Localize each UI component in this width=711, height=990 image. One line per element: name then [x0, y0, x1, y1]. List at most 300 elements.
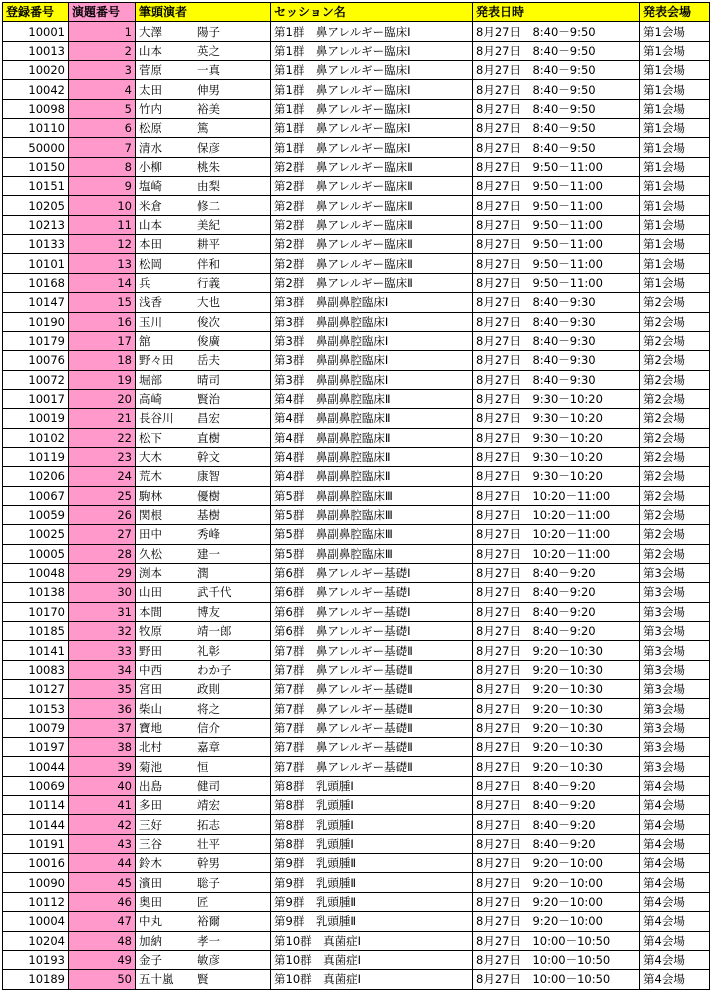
- venue-cell: 第3会場: [640, 757, 710, 776]
- venue-cell: 第2会場: [640, 389, 710, 408]
- datetime-cell: 8月27日 10:20－11:00: [473, 486, 640, 505]
- presenter-given-name: 聡子: [197, 875, 220, 890]
- presenter-cell: [136, 699, 271, 718]
- venue-cell: 第4会場: [640, 970, 710, 989]
- table-row: [3, 622, 710, 641]
- talk-no-cell: 42: [69, 815, 136, 834]
- venue-cell: 第1会場: [640, 22, 710, 41]
- reg-no-cell: 10191: [3, 834, 69, 853]
- venue-cell: 第1会場: [640, 215, 710, 234]
- venue-cell: 第2会場: [640, 409, 710, 428]
- presenter-surname: 野々田: [139, 353, 174, 368]
- reg-no-cell: 10179: [3, 331, 69, 350]
- reg-no-cell: 10150: [3, 157, 69, 176]
- presenter-given-name: 潤: [197, 566, 209, 581]
- datetime-cell: 8月27日 9:20－10:00: [473, 854, 640, 873]
- venue-cell: 第1会場: [640, 235, 710, 254]
- table-row: [3, 138, 710, 157]
- datetime-cell: 8月27日 8:40－9:20: [473, 602, 640, 621]
- session-cell: 第3群 鼻副鼻腔臨床Ⅰ: [271, 331, 473, 350]
- talk-no-cell: 49: [69, 950, 136, 969]
- presenter-given-name: 直樹: [197, 430, 220, 445]
- session-cell: 第1群 鼻アレルギー臨床Ⅰ: [271, 61, 473, 80]
- reg-no-cell: 10141: [3, 641, 69, 660]
- reg-no-cell: 10001: [3, 22, 69, 41]
- datetime-cell: 8月27日 8:40－9:50: [473, 61, 640, 80]
- datetime-cell: 8月27日 8:40－9:30: [473, 312, 640, 331]
- talk-no-cell: 2: [69, 41, 136, 60]
- venue-cell: 第2会場: [640, 331, 710, 350]
- session-cell: 第10群 真菌症Ⅰ: [271, 931, 473, 950]
- datetime-cell: 8月27日 8:40－9:20: [473, 834, 640, 853]
- presenter-given-name: 俊廣: [197, 334, 220, 349]
- table-row: [3, 544, 710, 563]
- session-cell: 第1群 鼻アレルギー臨床Ⅰ: [271, 41, 473, 60]
- venue-cell: 第2会場: [640, 293, 710, 312]
- session-cell: 第8群 乳頭腫Ⅰ: [271, 834, 473, 853]
- presenter-given-name: 行義: [197, 275, 220, 290]
- presenter-cell: [136, 622, 271, 641]
- table-row: [3, 873, 710, 892]
- datetime-cell: 8月27日 9:50－11:00: [473, 157, 640, 176]
- presenter-cell: [136, 486, 271, 505]
- talk-no-cell: 28: [69, 544, 136, 563]
- presenter-surname: 牧原: [139, 624, 162, 639]
- session-cell: 第4群 鼻副鼻腔臨床Ⅱ: [271, 409, 473, 428]
- session-cell: 第7群 鼻アレルギー基礎Ⅱ: [271, 660, 473, 679]
- talk-no-cell: 25: [69, 486, 136, 505]
- session-cell: 第8群 乳頭腫Ⅰ: [271, 796, 473, 815]
- venue-cell: 第1会場: [640, 119, 710, 138]
- session-cell: 第7群 鼻アレルギー基礎Ⅱ: [271, 680, 473, 699]
- datetime-cell: 8月27日 10:00－10:50: [473, 931, 640, 950]
- datetime-cell: 8月27日 8:40－9:20: [473, 796, 640, 815]
- venue-cell: 第4会場: [640, 950, 710, 969]
- presenter-given-name: 秀峰: [197, 527, 220, 542]
- presenter-cell: [136, 912, 271, 931]
- table-row: [3, 486, 710, 505]
- presenter-given-name: 政則: [197, 682, 220, 697]
- venue-cell: 第4会場: [640, 912, 710, 931]
- presenter-cell: [136, 41, 271, 60]
- table-row: [3, 931, 710, 950]
- datetime-cell: 8月27日 9:50－11:00: [473, 235, 640, 254]
- reg-no-cell: 10153: [3, 699, 69, 718]
- presenter-surname: 田中: [139, 527, 162, 542]
- table-row: [3, 273, 710, 292]
- presenter-given-name: 幹男: [197, 856, 220, 871]
- reg-no-cell: 10067: [3, 486, 69, 505]
- presenter-surname: 大木: [139, 450, 162, 465]
- venue-cell: 第2会場: [640, 544, 710, 563]
- datetime-cell: 8月27日 9:20－10:00: [473, 892, 640, 911]
- presenter-given-name: 建一: [197, 546, 220, 561]
- presenter-cell: [136, 776, 271, 795]
- venue-cell: 第1会場: [640, 80, 710, 99]
- presenter-surname: 山本: [139, 217, 162, 232]
- venue-cell: 第3会場: [640, 602, 710, 621]
- datetime-cell: 8月27日 9:50－11:00: [473, 254, 640, 273]
- presenter-surname: 松下: [139, 430, 162, 445]
- talk-no-cell: 5: [69, 99, 136, 118]
- session-cell: 第1群 鼻アレルギー臨床Ⅰ: [271, 99, 473, 118]
- venue-cell: 第4会場: [640, 834, 710, 853]
- presenter-cell: [136, 718, 271, 737]
- datetime-cell: 8月27日 9:50－11:00: [473, 273, 640, 292]
- venue-cell: 第1会場: [640, 196, 710, 215]
- presenter-cell: [136, 293, 271, 312]
- datetime-cell: 8月27日 8:40－9:30: [473, 351, 640, 370]
- datetime-cell: 8月27日 10:20－11:00: [473, 544, 640, 563]
- venue-cell: 第2会場: [640, 505, 710, 524]
- talk-no-cell: 22: [69, 428, 136, 447]
- talk-no-cell: 37: [69, 718, 136, 737]
- presenter-cell: [136, 254, 271, 273]
- reg-no-cell: 10133: [3, 235, 69, 254]
- header-presenter: 筆頭演者: [136, 3, 271, 22]
- presenter-cell: [136, 834, 271, 853]
- talk-no-cell: 36: [69, 699, 136, 718]
- presenter-given-name: 匠: [197, 894, 209, 909]
- presenter-surname: 中西: [139, 662, 162, 677]
- venue-cell: 第2会場: [640, 351, 710, 370]
- venue-cell: 第2会場: [640, 467, 710, 486]
- talk-no-cell: 20: [69, 389, 136, 408]
- table-row: [3, 389, 710, 408]
- session-cell: 第7群 鼻アレルギー基礎Ⅱ: [271, 641, 473, 660]
- table-row: [3, 950, 710, 969]
- session-cell: 第3群 鼻副鼻腔臨床Ⅰ: [271, 351, 473, 370]
- table-row: [3, 738, 710, 757]
- presenter-cell: [136, 467, 271, 486]
- reg-no-cell: 10185: [3, 622, 69, 641]
- presenter-given-name: 嘉章: [197, 740, 220, 755]
- table-row: [3, 796, 710, 815]
- session-cell: 第5群 鼻副鼻腔臨床Ⅲ: [271, 525, 473, 544]
- talk-no-cell: 9: [69, 177, 136, 196]
- reg-no-cell: 10168: [3, 273, 69, 292]
- table-row: [3, 834, 710, 853]
- presenter-cell: [136, 196, 271, 215]
- venue-cell: 第4会場: [640, 873, 710, 892]
- table-row: [3, 699, 710, 718]
- datetime-cell: 8月27日 8:40－9:20: [473, 622, 640, 641]
- presenter-surname: 舘: [139, 334, 151, 349]
- table-row: [3, 196, 710, 215]
- reg-no-cell: 10147: [3, 293, 69, 312]
- presenter-given-name: 俊次: [197, 314, 220, 329]
- header-session: セッション名: [271, 3, 473, 22]
- datetime-cell: 8月27日 10:00－10:50: [473, 970, 640, 989]
- session-cell: 第9群 乳頭腫Ⅱ: [271, 873, 473, 892]
- presenter-cell: [136, 680, 271, 699]
- reg-no-cell: 10206: [3, 467, 69, 486]
- presenter-surname: 菊池: [139, 759, 162, 774]
- datetime-cell: 8月27日 8:40－9:20: [473, 776, 640, 795]
- session-cell: 第5群 鼻副鼻腔臨床Ⅲ: [271, 544, 473, 563]
- talk-no-cell: 24: [69, 467, 136, 486]
- presenter-surname: 大澤: [139, 24, 162, 39]
- venue-cell: 第1会場: [640, 254, 710, 273]
- session-cell: 第2群 鼻アレルギー臨床Ⅱ: [271, 177, 473, 196]
- reg-no-cell: 10112: [3, 892, 69, 911]
- table-row: [3, 370, 710, 389]
- talk-no-cell: 43: [69, 834, 136, 853]
- presenter-cell: [136, 273, 271, 292]
- session-cell: 第4群 鼻副鼻腔臨床Ⅱ: [271, 428, 473, 447]
- table-row: [3, 215, 710, 234]
- session-cell: 第8群 乳頭腫Ⅰ: [271, 815, 473, 834]
- table-row: [3, 892, 710, 911]
- datetime-cell: 8月27日 9:50－11:00: [473, 215, 640, 234]
- venue-cell: 第3会場: [640, 680, 710, 699]
- table-row: [3, 641, 710, 660]
- presenter-surname: 長谷川: [139, 411, 174, 426]
- session-cell: 第1群 鼻アレルギー臨床Ⅰ: [271, 119, 473, 138]
- datetime-cell: 8月27日 9:50－11:00: [473, 177, 640, 196]
- table-row: [3, 312, 710, 331]
- table-row: [3, 293, 710, 312]
- presenter-cell: [136, 931, 271, 950]
- table-row: [3, 602, 710, 621]
- presenter-cell: [136, 950, 271, 969]
- table-row: [3, 447, 710, 466]
- presenter-given-name: 礼彰: [197, 643, 220, 658]
- datetime-cell: 8月27日 9:20－10:30: [473, 699, 640, 718]
- header-talk-no: 演題番号: [69, 3, 136, 22]
- session-cell: 第10群 真菌症Ⅰ: [271, 950, 473, 969]
- reg-no-cell: 10110: [3, 119, 69, 138]
- reg-no-cell: 10059: [3, 505, 69, 524]
- presenter-cell: [136, 22, 271, 41]
- presenter-given-name: 靖一郎: [197, 624, 232, 639]
- session-cell: 第2群 鼻アレルギー臨床Ⅱ: [271, 215, 473, 234]
- datetime-cell: 8月27日 8:40－9:20: [473, 815, 640, 834]
- presenter-given-name: 伴和: [197, 256, 220, 271]
- presenter-surname: 本間: [139, 604, 162, 619]
- presenter-surname: 寶地: [139, 720, 162, 735]
- table-row: [3, 970, 710, 989]
- talk-no-cell: 1: [69, 22, 136, 41]
- presenter-surname: 小柳: [139, 159, 162, 174]
- table-row: [3, 776, 710, 795]
- venue-cell: 第1会場: [640, 157, 710, 176]
- presenter-surname: 鈴木: [139, 856, 162, 871]
- datetime-cell: 8月27日 8:40－9:30: [473, 331, 640, 350]
- presenter-surname: 久松: [139, 546, 162, 561]
- presenter-surname: 浅香: [139, 295, 162, 310]
- venue-cell: 第3会場: [640, 641, 710, 660]
- presenter-surname: 清水: [139, 140, 162, 155]
- session-cell: 第3群 鼻副鼻腔臨床Ⅰ: [271, 370, 473, 389]
- presenter-cell: [136, 563, 271, 582]
- reg-no-cell: 10114: [3, 796, 69, 815]
- session-cell: 第3群 鼻副鼻腔臨床Ⅰ: [271, 312, 473, 331]
- presenter-surname: 塩崎: [139, 179, 162, 194]
- presenter-surname: 野田: [139, 643, 162, 658]
- presenter-cell: [136, 447, 271, 466]
- presenter-cell: [136, 312, 271, 331]
- venue-cell: 第4会場: [640, 796, 710, 815]
- reg-no-cell: 10083: [3, 660, 69, 679]
- presenter-surname: 多田: [139, 798, 162, 813]
- reg-no-cell: 10170: [3, 602, 69, 621]
- session-cell: 第1群 鼻アレルギー臨床Ⅰ: [271, 80, 473, 99]
- presenter-given-name: 晴司: [197, 372, 220, 387]
- venue-cell: 第2会場: [640, 428, 710, 447]
- presenter-cell: [136, 660, 271, 679]
- datetime-cell: 8月27日 8:40－9:50: [473, 80, 640, 99]
- presenter-surname: 山田: [139, 585, 162, 600]
- presenter-surname: 米倉: [139, 198, 162, 213]
- presenter-given-name: 健司: [197, 778, 220, 793]
- presenter-surname: 太田: [139, 82, 162, 97]
- presenter-surname: 山本: [139, 43, 162, 58]
- reg-no-cell: 10042: [3, 80, 69, 99]
- datetime-cell: 8月27日 8:40－9:50: [473, 138, 640, 157]
- presenter-surname: 竹内: [139, 101, 162, 116]
- talk-no-cell: 31: [69, 602, 136, 621]
- venue-cell: 第2会場: [640, 370, 710, 389]
- presenter-cell: [136, 738, 271, 757]
- reg-no-cell: 10138: [3, 583, 69, 602]
- presenter-cell: [136, 505, 271, 524]
- presenter-cell: [136, 331, 271, 350]
- presenter-surname: 高崎: [139, 392, 162, 407]
- talk-no-cell: 12: [69, 235, 136, 254]
- table-row: [3, 351, 710, 370]
- venue-cell: 第2会場: [640, 447, 710, 466]
- presenter-cell: [136, 215, 271, 234]
- presenter-given-name: 昌宏: [197, 411, 220, 426]
- reg-no-cell: 10090: [3, 873, 69, 892]
- datetime-cell: 8月27日 9:30－10:20: [473, 467, 640, 486]
- talk-no-cell: 26: [69, 505, 136, 524]
- reg-no-cell: 10013: [3, 41, 69, 60]
- presenter-given-name: 耕平: [197, 237, 220, 252]
- talk-no-cell: 46: [69, 892, 136, 911]
- talk-no-cell: 40: [69, 776, 136, 795]
- table-row: [3, 505, 710, 524]
- datetime-cell: 8月27日 9:20－10:00: [473, 912, 640, 931]
- reg-no-cell: 50000: [3, 138, 69, 157]
- presenter-cell: [136, 796, 271, 815]
- talk-no-cell: 23: [69, 447, 136, 466]
- presenter-given-name: 康智: [197, 469, 220, 484]
- datetime-cell: 8月27日 9:30－10:20: [473, 447, 640, 466]
- presenter-given-name: 幹文: [197, 450, 220, 465]
- talk-no-cell: 15: [69, 293, 136, 312]
- presenter-cell: [136, 544, 271, 563]
- venue-cell: 第4会場: [640, 931, 710, 950]
- reg-no-cell: 10016: [3, 854, 69, 873]
- venue-cell: 第1会場: [640, 177, 710, 196]
- datetime-cell: 8月27日 9:20－10:30: [473, 641, 640, 660]
- session-cell: 第6群 鼻アレルギー基礎Ⅰ: [271, 563, 473, 582]
- reg-no-cell: 10017: [3, 389, 69, 408]
- presenter-cell: [136, 970, 271, 989]
- venue-cell: 第3会場: [640, 622, 710, 641]
- reg-no-cell: 10019: [3, 409, 69, 428]
- talk-no-cell: 6: [69, 119, 136, 138]
- presenter-cell: [136, 583, 271, 602]
- venue-cell: 第3会場: [640, 699, 710, 718]
- presenter-given-name: 基樹: [197, 508, 220, 523]
- presenter-surname: 渕本: [139, 566, 162, 581]
- table-row: [3, 583, 710, 602]
- reg-no-cell: 10004: [3, 912, 69, 931]
- table-body: [3, 22, 710, 989]
- presenter-cell: [136, 138, 271, 157]
- presenter-given-name: 裕美: [197, 101, 220, 116]
- datetime-cell: 8月27日 8:40－9:50: [473, 41, 640, 60]
- table-row: [3, 177, 710, 196]
- talk-no-cell: 7: [69, 138, 136, 157]
- datetime-cell: 8月27日 9:20－10:00: [473, 873, 640, 892]
- session-cell: 第1群 鼻アレルギー臨床Ⅰ: [271, 138, 473, 157]
- venue-cell: 第1会場: [640, 61, 710, 80]
- table-row: [3, 22, 710, 41]
- talk-no-cell: 19: [69, 370, 136, 389]
- table-row: [3, 61, 710, 80]
- table-row: [3, 912, 710, 931]
- talk-no-cell: 35: [69, 680, 136, 699]
- presenter-cell: [136, 873, 271, 892]
- datetime-cell: 8月27日 9:20－10:30: [473, 680, 640, 699]
- table-row: [3, 331, 710, 350]
- session-cell: 第6群 鼻アレルギー基礎Ⅰ: [271, 583, 473, 602]
- presenter-given-name: 英之: [197, 43, 220, 58]
- talk-no-cell: 30: [69, 583, 136, 602]
- talk-no-cell: 44: [69, 854, 136, 873]
- presenter-surname: 本田: [139, 237, 162, 252]
- datetime-cell: 8月27日 8:40－9:30: [473, 370, 640, 389]
- session-cell: 第8群 乳頭腫Ⅰ: [271, 776, 473, 795]
- talk-no-cell: 8: [69, 157, 136, 176]
- header-venue: 発表会場: [640, 3, 710, 22]
- session-cell: 第4群 鼻副鼻腔臨床Ⅱ: [271, 447, 473, 466]
- reg-no-cell: 10072: [3, 370, 69, 389]
- header-datetime: 発表日時: [473, 3, 640, 22]
- venue-cell: 第2会場: [640, 525, 710, 544]
- reg-no-cell: 10076: [3, 351, 69, 370]
- reg-no-cell: 10144: [3, 815, 69, 834]
- presenter-cell: [136, 61, 271, 80]
- venue-cell: 第1会場: [640, 41, 710, 60]
- datetime-cell: 8月27日 8:40－9:30: [473, 293, 640, 312]
- session-cell: 第2群 鼻アレルギー臨床Ⅱ: [271, 254, 473, 273]
- venue-cell: 第3会場: [640, 660, 710, 679]
- table-row: [3, 525, 710, 544]
- presenter-surname: 奥田: [139, 894, 162, 909]
- presenter-surname: 濱田: [139, 875, 162, 890]
- session-cell: 第1群 鼻アレルギー臨床Ⅰ: [271, 22, 473, 41]
- presenter-surname: 玉川: [139, 314, 162, 329]
- venue-cell: 第4会場: [640, 854, 710, 873]
- session-cell: 第7群 鼻アレルギー基礎Ⅱ: [271, 718, 473, 737]
- presenter-cell: [136, 892, 271, 911]
- datetime-cell: 8月27日 10:20－11:00: [473, 525, 640, 544]
- venue-cell: 第4会場: [640, 776, 710, 795]
- talk-no-cell: 48: [69, 931, 136, 950]
- presenter-cell: [136, 351, 271, 370]
- presenter-cell: [136, 602, 271, 621]
- reg-no-cell: 10193: [3, 950, 69, 969]
- venue-cell: 第2会場: [640, 486, 710, 505]
- datetime-cell: 8月27日 8:40－9:50: [473, 119, 640, 138]
- presenter-cell: [136, 157, 271, 176]
- reg-no-cell: 10197: [3, 738, 69, 757]
